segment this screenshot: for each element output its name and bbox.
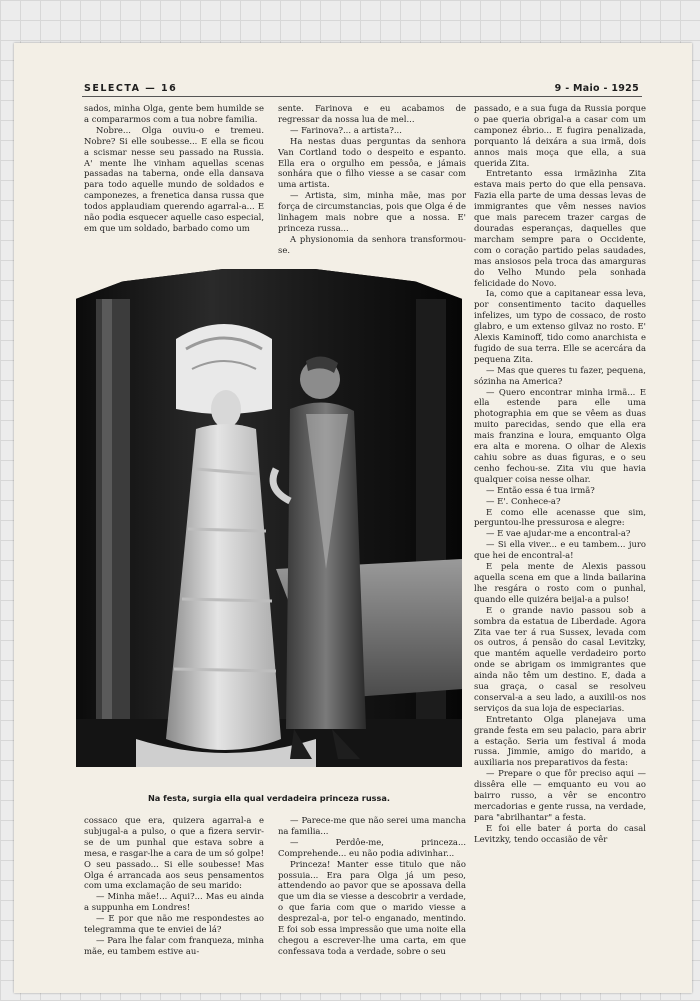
paragraph: — Perdôe-me, princeza... Comprehende... eu não podia adivinhar... bbox=[278, 836, 466, 858]
paragraph: — Prepare o que fôr preciso aqui — dissêra elle — emquanto eu vou ao bairro russo, a vêr se encontro mercadorias e gente russa, na verdade, para "abrilhantar" a festa. bbox=[474, 768, 646, 822]
paragraph: — Si ella viver... e eu tambem... juro que hei de encontral-a! bbox=[474, 539, 646, 561]
paragraph: — E por que não me respondestes ao telegramma que te enviei de lá? bbox=[84, 913, 264, 935]
photo-illustration bbox=[76, 269, 462, 767]
page-header bbox=[84, 83, 639, 97]
paragraph: E como elle acenasse que sim, perguntou-lhe pressurosa e alegre: bbox=[474, 506, 646, 528]
paragraph: E foi elle bater á porta do casal Levitzky, tendo occasião de vêr bbox=[474, 822, 646, 844]
paragraph: Entretanto Olga planejava uma grande festa em seu palacio, para abrir a estação. Seria um festival á moda russa. Jimmie, amigo do marido, a auxiliaria nos preparativos da festa: bbox=[474, 713, 646, 768]
paragraph: E o grande navio passou sob a sombra da estatua de Liberdade. Agora Zita vae ter á rua Sussex, levada com os outros, á pensão do casal Levitzky, que mantém aquelle verdadeiro porto onde se abrigam os immigrantes que ainda não têm um destino. E, dada a sua graça, o casal se resolveu conserval-a a seu lado, a auxilil-os nos serviços da sua loja de especiarias. bbox=[474, 604, 646, 713]
header-rule bbox=[82, 96, 642, 97]
photo-caption: Na festa, surgia ella qual verdadeira princeza russa. bbox=[147, 793, 391, 803]
magazine-name-page-number: SELECTA — 16 bbox=[84, 83, 178, 94]
paragraph: — E'. Conhece-a? bbox=[486, 495, 561, 506]
paragraph: A physionomia da senhora transformou-se. bbox=[278, 233, 466, 255]
paragraph: Ia, como que a capitanear essa leva, por consentimento tacito daquelles infelizes, um typo de cossaco, de rosto glabro, e um extenso gilvaz no rosto. E' Alexis Kaminoff, tido como anarchista e fugido de sua terra. Elle se acercára da pequena Zita. bbox=[474, 288, 646, 364]
column-3 bbox=[474, 103, 646, 983]
paragraph: — Mas que queres tu fazer, pequena, sózinha na America? bbox=[474, 364, 646, 386]
paragraph: Nobre... Olga ouviu-o e tremeu. Nobre? Si elle soubesse... E ella se ficou a scismar nesse seu passado na Russia. A' mente lhe vinham aquellas scenas passadas na taberna, onde ella dansava para todo aquelle mundo de soldados e camponezes, a frenetica dansa russa que todos applaudiam querendo agarral-a... E não podia esquecer aquelle caso especial, em que um soldado, barbado como um bbox=[84, 124, 264, 233]
paragraph: — Farinova?... a artista?... bbox=[290, 124, 402, 135]
paragraph: E pela mente de Alexis passou aquella scena em que a linda bailarina lhe resgára o rosto com o punhal, quando elle quizéra beijal-a a pulso! bbox=[474, 561, 646, 604]
paragraph: — Para lhe falar com franqueza, minha mãe, eu tambem estive au- bbox=[84, 934, 264, 956]
paragraph: cossaco que era, quizera agarral-a e subjugal-a a pulso, o que a fizera servir-se de um punhal que estava sobre a mesa, e rasgar-lhe a cara de um só golpe! O seu passado... Si elle soubesse! Mas Olga é arrancada aos seus pensamentos com uma exclamação de seu marido: bbox=[84, 815, 264, 891]
magazine-page bbox=[14, 43, 692, 993]
paragraph: — Quero encontrar minha irmã... E ella estende para elle uma photographia em que se vêem as duas muito parecidas, sendo que ella era mais franzina e loura, emquanto Olga era alta e morena. O olhar de Alexis cahiu sobre as duas figuras, e o seu cenho fechou-se. Zita viu que havia qualquer coisa nesse olhar. bbox=[474, 386, 646, 484]
issue-date: 9 - Maio - 1925 bbox=[554, 83, 639, 94]
paragraph: passado, e a sua fuga da Russia porque o pae queria obrigal-a a casar com um camponez ébrio... E fugira penalizada, porquanto lá deixára a sua irmã, dois annos mais moça que ella, a sua querida Zita. bbox=[474, 103, 646, 168]
paragraph: Entretanto essa irmãzinha Zita estava mais perto do que ella pensava. Fazia ella parte de uma dessas levas de immigrantes que vêm nesses navios que mais parecem trazer cargas de douradas esperanças, daquelles que marcham sempre para o Occidente, com o coração partido pelas saudades, mas ansiosos pela troca das amarguras do Velho Mundo pela sonhada felicidade do Novo. bbox=[474, 168, 646, 288]
paragraph: — Minha mãe!... Aqui?... Mas eu ainda a suppunha em Londres! bbox=[84, 891, 264, 913]
paragraph: Princeza! Manter esse titulo que não possuia... Era para Olga já um peso, attendendo ao pavor que se apossava della que um dia se viesse a descobrir a verdade, o que faria com que o marido viesse a desprezal-a, por tel-o enganado, mentindo. E foi sob essa impressão que uma noite ella chegou a escrever-lhe uma carta, em que confessava toda a verdade, sobre o seu bbox=[278, 858, 466, 956]
paragraph: Ha nestas duas perguntas da senhora Van Cortland todo o despeito e espanto. Ella era o orgulho em pessôa, e jámais sonhára que o filho viesse a se casar com uma artista. bbox=[278, 135, 466, 190]
paragraph: sados, minha Olga, gente bem humilde se a compararmos com a tua nobre familia. bbox=[84, 103, 264, 124]
paragraph: — Artista, sim, minha mãe, mas por força de circumstancias, pois que Olga é de linhagem mais nobre que a nossa. E' princeza russa... bbox=[278, 190, 466, 233]
paragraph: — Parece-me que não serei uma mancha na familia... bbox=[278, 815, 466, 836]
paragraph: sente. Farinova e eu acabamos de regressar da nossa lua de mel... bbox=[278, 103, 466, 124]
film-still-photo bbox=[76, 269, 462, 767]
paragraph: — Então essa é tua irmã? bbox=[486, 484, 595, 495]
paragraph: — E vae ajudar-me a encontral-a? bbox=[486, 528, 631, 539]
column-1-bottom bbox=[84, 815, 264, 985]
column-2-bottom bbox=[278, 815, 466, 985]
